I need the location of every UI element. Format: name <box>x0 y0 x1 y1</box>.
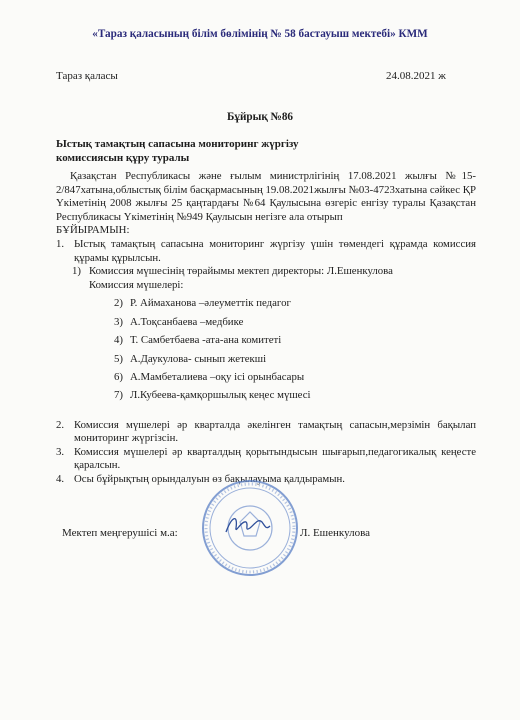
member-number: 5) <box>114 352 123 365</box>
order-item-2 <box>56 419 476 446</box>
member-number: 4) <box>114 334 123 347</box>
commission-chair <box>56 265 476 279</box>
members-list <box>56 294 476 404</box>
preamble: Қазақстан Республикасы және ғылым министрлігінің 17.08.2021 жылғы №15-2/847хатына,облыстық білім басқармасының 19.08.2021жылғы №03-4723хатына сәйкес ҚР Үкіметінің 2008 жылғы 25 қаңтардағы №64 Қаулысына өзгеріс енгізу туралы Қазақстан Республикасы Үкіметінің №949 Қаулысын негізге ала отырып <box>56 170 476 223</box>
member-text: А.Даукулова- сынып жетекші <box>130 352 267 365</box>
member-text: Л.Кубеева-қамқоршылық кеңес мүшесі <box>130 389 311 402</box>
member-item <box>56 331 476 349</box>
item-text: Комиссия мүшелері әр кварталдың қорытындысын шығарып,педагогикалық кеңесте қаралсын. <box>74 445 476 472</box>
order-item-3 <box>56 446 476 473</box>
member-text: А.Мамбеталиева –оқу ісі орынбасары <box>130 370 305 383</box>
handwritten-signature <box>222 510 272 540</box>
order-title: Бұйрық №86 <box>226 111 294 123</box>
member-text: Р. Аймаханова –әлеуметтік педагог <box>130 297 291 310</box>
item-number: 3. <box>56 445 65 458</box>
member-number: 6) <box>114 370 123 383</box>
item-text: Комиссия мүшелері әр кварталда әкелінген тамақтың сапасын,мерзімін бақылап мониторинг жүргізсін. <box>74 418 476 445</box>
item-number: 1. <box>56 237 65 250</box>
order-subject <box>56 137 386 165</box>
member-item <box>56 350 476 368</box>
order-word: БҰЙЫРАМЫН: <box>56 224 130 237</box>
item-text: Ыстық тамақтың сапасына мониторинг жүргізу үшін төмендегі құрамда комиссия құрамы құрылсын. <box>74 237 476 264</box>
member-text: А.Тоқсанбаева –медбике <box>130 315 244 328</box>
signer-name: Л. Ешенкулова <box>300 527 371 539</box>
member-number: 2) <box>114 297 123 310</box>
chair-number: 1) <box>72 265 81 278</box>
item-number: 4. <box>56 473 65 486</box>
member-text: Т. Самбетбаева -ата-ана комитеті <box>130 334 282 347</box>
signer-position: Мектеп меңгерушісі м.а: <box>62 527 178 539</box>
subject-line: Ыстық тамақтың сапасына мониторинг жүргізу <box>56 138 299 150</box>
item-number: 2. <box>56 418 65 431</box>
city-label: Тараз қаласы <box>56 70 118 82</box>
members-label: Комиссия мүшелері: <box>89 278 184 291</box>
item-text: Осы бұйрықтың орындалуын өз бақылауыма қалдырамын. <box>74 473 345 486</box>
member-number: 3) <box>114 315 123 328</box>
chair-text: Комиссия мүшесінің төрайымы мектеп директоры: Л.Ешенкулова <box>89 265 393 278</box>
member-item <box>56 368 476 386</box>
document-date: 24.08.2021 ж <box>386 70 446 82</box>
school-header: «Тараз қаласының білім бөлімінің № 58 бастауыш мектебі» КММ <box>92 28 428 40</box>
subject-line: комиссиясын құру туралы <box>56 152 190 164</box>
order-item-1 <box>56 238 476 265</box>
member-item <box>56 386 476 404</box>
member-item <box>56 294 476 312</box>
member-item <box>56 313 476 331</box>
order-body <box>56 170 476 487</box>
member-number: 7) <box>114 389 123 402</box>
